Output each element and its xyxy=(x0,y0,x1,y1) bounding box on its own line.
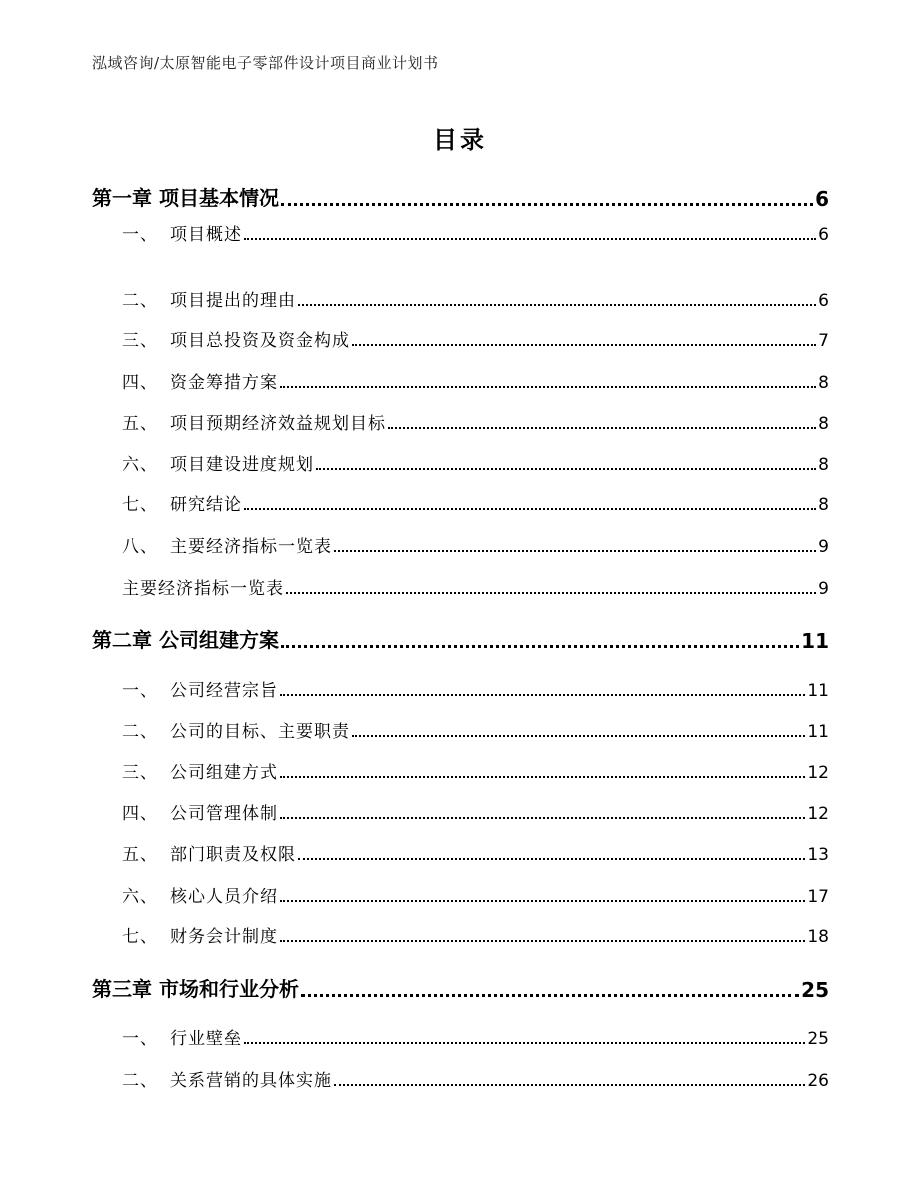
toc-chapter-entry[interactable] xyxy=(92,624,829,653)
toc-dot-leader xyxy=(280,899,805,902)
toc-dot-leader xyxy=(352,343,816,346)
toc-section-entry[interactable] xyxy=(92,450,829,475)
toc-page-number: 8 xyxy=(818,414,829,434)
toc-entry-number: 二、 xyxy=(122,291,158,311)
toc-entry-label xyxy=(122,532,332,557)
toc-dot-leader xyxy=(281,644,799,648)
toc-entry-text: 项目建设进度规划 xyxy=(170,455,314,475)
toc-entry-text: 财务会计制度 xyxy=(170,927,278,947)
toc-entry-label xyxy=(122,490,242,515)
toc-entry-number: 一、 xyxy=(122,1029,158,1049)
toc-entry-text: 部门职责及权限 xyxy=(170,845,296,865)
toc-entry-label xyxy=(92,182,279,211)
toc-page-number: 25 xyxy=(801,978,829,1002)
toc-section-entry[interactable] xyxy=(92,532,829,557)
toc-entry-number: 三、 xyxy=(122,331,158,351)
toc-page-number: 8 xyxy=(818,455,829,475)
toc-dot-leader xyxy=(280,816,805,819)
toc-entry-label xyxy=(122,1066,332,1091)
toc-section-entry[interactable] xyxy=(92,326,829,351)
toc-dot-leader xyxy=(298,303,816,306)
toc-entry-text: 主要经济指标一览表 xyxy=(122,579,284,599)
toc-entry-text: 资金筹措方案 xyxy=(170,373,278,393)
toc-entry-text: 第一章 项目基本情况 xyxy=(92,186,279,210)
toc-page-number: 11 xyxy=(807,722,829,742)
toc-page-number: 11 xyxy=(807,681,829,701)
toc-entry-label xyxy=(122,799,278,824)
toc-page-number: 6 xyxy=(815,187,829,211)
toc-entry-label xyxy=(122,450,314,475)
toc-section-entry[interactable] xyxy=(92,220,829,245)
toc-entry-label xyxy=(122,922,278,947)
toc-entry-label xyxy=(122,574,284,599)
toc-entry-number: 三、 xyxy=(122,763,158,783)
toc-entry-number: 五、 xyxy=(122,845,158,865)
toc-dot-leader xyxy=(244,237,816,240)
toc-entry-label xyxy=(92,973,299,1002)
toc-dot-leader xyxy=(334,1083,805,1086)
toc-entry-label xyxy=(122,840,296,865)
toc-page-number: 8 xyxy=(818,373,829,393)
toc-page-number: 26 xyxy=(807,1071,829,1091)
toc-dot-leader xyxy=(280,775,805,778)
toc-title: 目录 xyxy=(433,126,487,154)
toc-entry-text: 行业壁垒 xyxy=(170,1029,242,1049)
toc-entry-text: 关系营销的具体实施 xyxy=(170,1071,332,1091)
toc-page-number: 25 xyxy=(807,1029,829,1049)
toc-chapter-entry[interactable] xyxy=(92,182,829,211)
toc-section-entry[interactable] xyxy=(92,922,829,947)
toc-entry-text: 研究结论 xyxy=(170,495,242,515)
toc-dot-leader xyxy=(316,467,816,470)
toc-page-number: 12 xyxy=(807,804,829,824)
toc-dot-leader xyxy=(301,993,799,997)
toc-entry-number: 六、 xyxy=(122,455,158,475)
toc-section-entry[interactable] xyxy=(92,882,829,907)
toc-dot-leader xyxy=(352,734,805,737)
toc-entry-text: 项目预期经济效益规划目标 xyxy=(170,414,386,434)
toc-entry-text: 第三章 市场和行业分析 xyxy=(92,977,299,1001)
toc-dot-leader xyxy=(244,507,816,510)
toc-section-entry[interactable] xyxy=(92,799,829,824)
document-header: 泓域咨询/太原智能电子零部件设计项目商业计划书 xyxy=(92,54,439,72)
toc-entry-text: 公司的目标、主要职责 xyxy=(170,722,350,742)
toc-entry-number: 二、 xyxy=(122,1071,158,1091)
toc-entry-number: 四、 xyxy=(122,373,158,393)
toc-section-entry[interactable] xyxy=(92,490,829,515)
toc-entry-label xyxy=(122,286,296,311)
toc-section-entry[interactable] xyxy=(92,676,829,701)
toc-entry-number: 一、 xyxy=(122,681,158,701)
toc-dot-leader xyxy=(286,591,816,594)
toc-section-entry[interactable] xyxy=(92,574,829,599)
toc-entry-text: 核心人员介绍 xyxy=(170,887,278,907)
toc-entry-text: 项目提出的理由 xyxy=(170,291,296,311)
toc-entry-label xyxy=(122,676,278,701)
toc-entry-text: 项目概述 xyxy=(170,225,242,245)
toc-entry-number: 七、 xyxy=(122,495,158,515)
toc-entry-number: 二、 xyxy=(122,722,158,742)
toc-entry-number: 一、 xyxy=(122,225,158,245)
toc-section-entry[interactable] xyxy=(92,286,829,311)
toc-page-number: 7 xyxy=(818,331,829,351)
toc-entry-text: 第二章 公司组建方案 xyxy=(92,628,279,652)
toc-entry-text: 主要经济指标一览表 xyxy=(170,537,332,557)
toc-entry-label xyxy=(92,624,279,653)
toc-entry-number: 七、 xyxy=(122,927,158,947)
toc-dot-leader xyxy=(280,939,805,942)
toc-dot-leader xyxy=(298,857,805,860)
toc-page-number: 9 xyxy=(818,579,829,599)
toc-section-entry[interactable] xyxy=(92,758,829,783)
toc-section-entry[interactable] xyxy=(92,368,829,393)
toc-page-number: 12 xyxy=(807,763,829,783)
toc-page-number: 13 xyxy=(807,845,829,865)
toc-page-number: 6 xyxy=(818,291,829,311)
toc-page-number: 17 xyxy=(807,887,829,907)
toc-entry-number: 四、 xyxy=(122,804,158,824)
toc-entry-text: 公司管理体制 xyxy=(170,804,278,824)
toc-entry-number: 六、 xyxy=(122,887,158,907)
toc-page-number: 11 xyxy=(801,629,829,653)
toc-dot-leader xyxy=(280,385,816,388)
toc-entry-text: 公司组建方式 xyxy=(170,763,278,783)
toc-section-entry[interactable] xyxy=(92,1066,829,1091)
toc-dot-leader xyxy=(334,549,816,552)
toc-dot-leader xyxy=(388,426,816,429)
toc-section-entry[interactable] xyxy=(92,840,829,865)
toc-entry-text: 公司经营宗旨 xyxy=(170,681,278,701)
toc-page-number: 6 xyxy=(818,225,829,245)
toc-section-entry[interactable] xyxy=(92,1024,829,1049)
toc-page-number: 9 xyxy=(818,537,829,557)
toc-entry-number: 五、 xyxy=(122,414,158,434)
toc-entry-label xyxy=(122,368,278,393)
toc-page-number: 18 xyxy=(807,927,829,947)
toc-dot-leader xyxy=(281,202,813,206)
toc-entry-label xyxy=(122,326,350,351)
toc-entry-text: 项目总投资及资金构成 xyxy=(170,331,350,351)
toc-entry-label xyxy=(122,882,278,907)
toc-entry-number: 八、 xyxy=(122,537,158,557)
toc-page-number: 8 xyxy=(818,495,829,515)
toc-entry-label xyxy=(122,220,242,245)
toc-entry-label xyxy=(122,409,386,434)
toc-entry-label xyxy=(122,758,278,783)
toc-section-entry[interactable] xyxy=(92,409,829,434)
toc-dot-leader xyxy=(244,1041,805,1044)
toc-section-entry[interactable] xyxy=(92,717,829,742)
toc-dot-leader xyxy=(280,693,805,696)
toc-chapter-entry[interactable] xyxy=(92,973,829,1002)
toc-entry-label xyxy=(122,1024,242,1049)
toc-entry-label xyxy=(122,717,350,742)
